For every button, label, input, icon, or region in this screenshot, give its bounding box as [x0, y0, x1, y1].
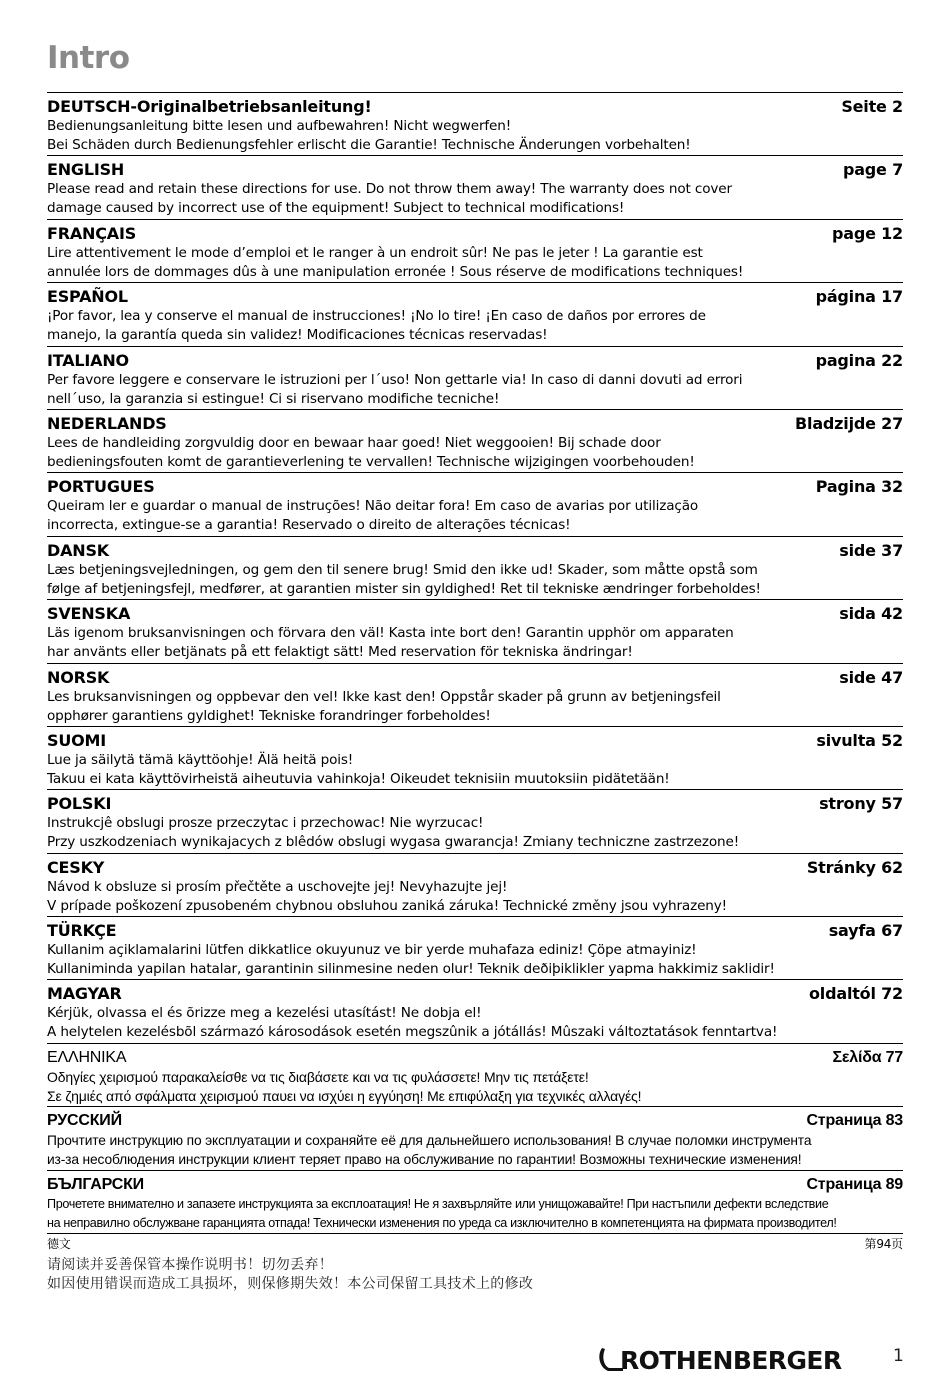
description-line: Bedienungsanleitung bitte lesen und aufbewahren! Nicht wegwerfen!: [47, 118, 512, 134]
language-entry-dansk: [47, 536, 903, 599]
page-reference: page 12: [832, 223, 903, 243]
description-line: Kullanim açiklamalarini lütfen dikkatlice okuyunuz ve bir yerde muhafaza ediniz! Çöpe atmayiniz!: [47, 942, 697, 959]
page-number: 1: [893, 1346, 904, 1366]
language-entry-francais: [47, 219, 903, 282]
description-line: V prípade poškození zpusobeném chybnou obsluhou zaniká záruka! Technické změny jsou vyhrazeny!: [47, 897, 727, 914]
language-name: ESPAÑOL: [47, 287, 128, 307]
description-line: damage caused by incorrect use of the equipment! Subject to technical modifications!: [47, 200, 625, 217]
language-entry-portugues: [47, 472, 903, 535]
page-reference: página 17: [815, 287, 903, 307]
language-entry-russian: [47, 1106, 903, 1169]
description-line: из-за несоблюдения инструкции клиент теряет право на обслуживание по гарантии! Возможны технические изменения!: [47, 1152, 802, 1168]
language-index: [47, 92, 903, 1299]
language-entry-polski: [47, 789, 903, 852]
language-name: SUOMI: [47, 730, 106, 750]
description-line: A helytelen kezelésbõl származó károsodások esetén megszûnik a jótállás! Mûszaki változtatások fenntartva!: [47, 1024, 778, 1041]
language-name: NORSK: [47, 667, 110, 687]
language-name: PORTUGUES: [47, 477, 155, 497]
language-name: РУССКИЙ: [47, 1112, 122, 1130]
language-entry-svenska: [47, 599, 903, 662]
description-line: Queiram ler e guardar o manual de instruções! Não deitar fora! Em caso de avarias por utilização: [47, 498, 699, 515]
page-reference: Страница 83: [806, 1112, 903, 1130]
description-line: Lees de handleiding zorgvuldig door en bewaar haar goed! Niet weggooien! Bij schade door: [47, 434, 661, 451]
language-name: DEUTSCH-Originalbetriebsanleitung!: [47, 97, 372, 116]
page-reference: oldaltól 72: [809, 984, 903, 1004]
page-reference: sida 42: [839, 604, 903, 624]
description-line: har använts eller betjänats på ett felaktigt sätt! Med reservation för tekniska ändringar!: [47, 644, 633, 661]
language-name: NEDERLANDS: [47, 413, 167, 433]
description-line: на неправилно обслужване гаранцията отпада! Технически изменения по уреда са изключително в компетенцията на фирмата производител!: [47, 1215, 837, 1230]
description-line: opphører garantiens gyldighet! Tekniske forandringer forbeholdes!: [47, 707, 491, 724]
description-line: Lue ja säilytä tämä käyttöohje! Älä heitä pois!: [47, 751, 354, 768]
description-line: annulée lors de dommages dûs à une manipulation erronée ! Sous réserve de modifications techniques!: [47, 263, 744, 280]
description-line: bedieningsfouten komt de garantieverlening te vervallen! Technische wijzigingen voorbehouden!: [47, 453, 695, 470]
description-line: Les bruksanvisningen og oppbevar den vel! Ikke kast den! Oppstår skader på grunn av betjeningsfeil: [47, 688, 721, 705]
language-entry-nederlands: [47, 409, 903, 472]
brand-logo: [596, 1342, 842, 1378]
language-entry-chinese: [47, 1233, 903, 1299]
page-reference: Bladzijde 27: [795, 413, 903, 433]
language-name: ITALIANO: [47, 350, 129, 370]
description-line: manejo, la garantía queda sin validez! Modificaciones técnicas reservadas!: [47, 327, 548, 344]
page-reference: 第94页: [864, 1237, 903, 1252]
page-reference: side 37: [839, 540, 903, 560]
description-line: Прочтите инструкцию по эксплуатации и сохраняйте её для дальнейшего использования! В случае поломки инструмента: [47, 1133, 812, 1149]
page-reference: side 47: [839, 667, 903, 687]
description-line: Kérjük, olvassa el és õrizze meg a kezelési utasítást! Ne dobja el!: [47, 1005, 482, 1022]
language-entry-greek: [47, 1043, 903, 1106]
page-reference: Stránky 62: [806, 857, 903, 877]
page-reference: Σελίδα 77: [832, 1048, 903, 1066]
description-line: Instrukcjê obslugi prosze przeczytac i przechowac! Nie wyrzucac!: [47, 815, 484, 832]
language-name: 德文: [47, 1237, 71, 1252]
description-line: Bei Schäden durch Bedienungsfehler erlischt die Garantie! Technische Änderungen vorbehalten!: [47, 137, 691, 153]
description-line: Læs betjeningsvejledningen, og gem den til senere brug! Smid den ikke ud! Skader, som måtte opstå som: [47, 561, 758, 578]
language-entry-italiano: [47, 346, 903, 409]
description-line: ¡Por favor, lea y conserve el manual de instrucciones! ¡No lo tire! ¡En caso de daños por errores de: [47, 308, 706, 325]
description-line: følge af betjeningsfejl, medfører, at garantien mister sin gyldighed! Ret til tekniske ændringer forbeholdes!: [47, 580, 761, 597]
page-reference: Страница 89: [806, 1175, 903, 1193]
page-reference: page 7: [842, 160, 903, 180]
language-name: SVENSKA: [47, 604, 131, 624]
language-entry-turkce: [47, 916, 903, 979]
language-entry-bulgarian: [47, 1170, 903, 1233]
page-reference: sivulta 52: [816, 730, 903, 750]
description-line: Návod k obsluze si prosím přečtěte a uschovejte jej! Nevyhazujte jej!: [47, 878, 508, 895]
description-line: 如因使用错误而造成工具损坏，则保修期失效！本公司保留工具技术上的修改: [47, 1276, 534, 1293]
description-line: incorrecta, extingue-se a garantia! Reservado o direito de alterações técnicas!: [47, 517, 571, 534]
language-name: ENGLISH: [47, 160, 125, 180]
language-name: FRANÇAIS: [47, 223, 137, 243]
language-entry-deutsch: [47, 92, 903, 155]
language-name: DANSK: [47, 540, 109, 560]
brand-name: ROTHENBERGER: [620, 1345, 842, 1375]
language-entry-magyar: [47, 979, 903, 1042]
language-name: CESKY: [47, 857, 105, 877]
language-name: POLSKI: [47, 794, 112, 814]
page-reference: sayfa 67: [828, 921, 903, 941]
description-line: Οδηγίες χειρισμού παρακαλείσθε να τις διαβάσετε και να τις φυλάσσετε! Μην τις πετάξετε!: [47, 1068, 589, 1085]
language-name: БЪЛГАРСКИ: [47, 1175, 144, 1193]
description-line: Przy uszkodzeniach wynikajacych z blêdów obslugi wygasa gwarancja! Zmiany techniczne zastrzezone!: [47, 834, 739, 851]
description-line: 请阅读并妥善保管本操作说明书！切勿丢弃！: [47, 1257, 333, 1274]
language-entry-english: [47, 155, 903, 218]
page-reference: pagina 22: [815, 350, 903, 370]
language-name: ΕΛΛΗΝΙΚΑ: [47, 1048, 127, 1066]
page-reference: Pagina 32: [815, 477, 903, 497]
description-line: Σε ζημιές από σφάλματα χειρισμού παυει να ισχύει η εγγύηση! Με επιφύλαξη για τεχνικές αλλαγές!: [47, 1087, 642, 1104]
description-line: Please read and retain these directions for use. Do not throw them away! The warranty does not cover: [47, 181, 732, 198]
page-reference: Seite 2: [841, 97, 903, 116]
description-line: Прочетете внимателно и запазете инструкцията за експлоатация! Не я захвърляйте или унищожавайте! При настъпили дефекти вследствие: [47, 1196, 829, 1211]
description-line: Kullaniminda yapilan hatalar, garantinin silinmesine neden olur! Teknik deðiþiklikler yapma hakkimiz saklidir!: [47, 961, 775, 978]
language-name: MAGYAR: [47, 984, 122, 1004]
page-title: Intro: [47, 40, 130, 76]
description-line: nell´uso, la garanzia si estingue! Ci si riservano modifiche tecniche!: [47, 390, 500, 407]
page-reference: strony 57: [819, 794, 903, 814]
description-line: Lire attentivement le mode d’emploi et le ranger à un endroit sûr! Ne pas le jeter ! La garantie est: [47, 244, 703, 261]
language-entry-cesky: [47, 853, 903, 916]
language-entry-espanol: [47, 282, 903, 345]
description-line: Per favore leggere e conservare le istruzioni per l´uso! Non gettarle via! In caso di danni dovuti ad errori: [47, 371, 743, 388]
language-entry-suomi: [47, 726, 903, 789]
language-entry-norsk: [47, 663, 903, 726]
language-name: TÜRKÇE: [47, 921, 117, 941]
description-line: Takuu ei kata käyttövirheistä aiheutuvia vahinkoja! Oikeudet teknisiin muutoksiin pidätetään!: [47, 770, 670, 787]
description-line: Läs igenom bruksanvisningen och förvara den väl! Kasta inte bort den! Garantin upphör om apparaten: [47, 625, 734, 642]
